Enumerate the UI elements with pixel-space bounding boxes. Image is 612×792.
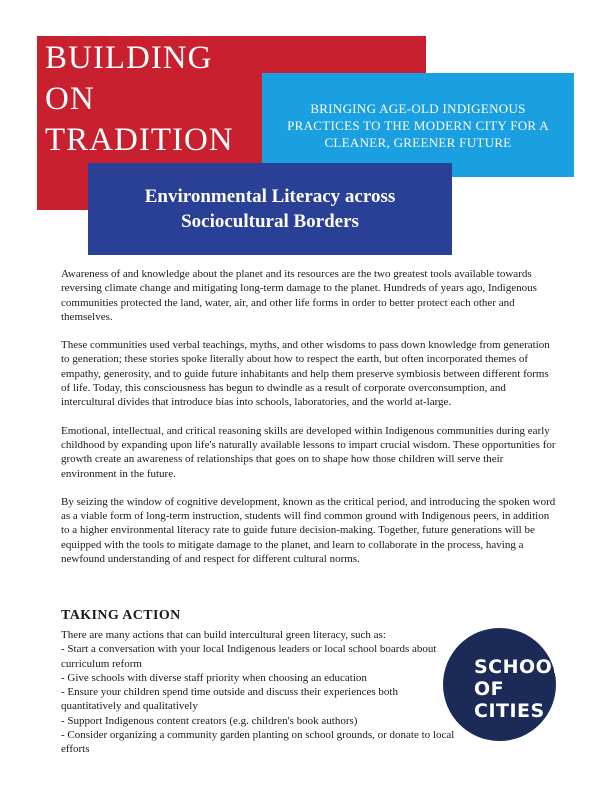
action-item: - Support Indigenous content creators (e.g. children's book authors) [61,714,358,727]
title-line-3: TRADITION [45,122,234,158]
subtitle: BRINGING AGE-OLD INDIGENOUS PRACTICES TO THE MODERN CITY FOR A CLEANER, GREENER FUTURE [287,100,549,150]
logo-line-2: OF [474,678,505,700]
section-heading: Environmental Literacy across Sociocultural Borders [144,186,396,232]
logo-line-1: SCHOOL [474,656,565,678]
action-item: - Ensure your children spend time outside and discuss their experiences both quantitatively and qualitatively [61,686,398,713]
action-item: - Give schools with diverse staff priority when choosing an education [61,671,367,684]
action-item: - Start a conversation with your local Indigenous leaders or local school boards about curriculum reform [61,643,437,670]
logo-line-3: CITIES [474,700,545,722]
action-intro: There are many actions that can build intercultural green literacy, such as: [61,629,386,641]
main-title [45,38,234,161]
logo-text [474,656,565,722]
taking-action-heading: TAKING ACTION [61,608,181,623]
paragraph-2: These communities used verbal teachings, myths, and other wisdoms to pass down knowledge from generation to generation; these stories spoke literally about how to respect the earth, but often incorporated themes of empathy, generosity, and to guide future inhabitants and help them preserve symbiosis between different forms of life. Today, this consciousness has begun to dwindle as a result of corporate overconsumption, and intercultural divides that introduce bias into schools, laboratories, and the world at-large. [61,339,550,409]
paragraph-1: Awareness of and knowledge about the planet and its resources are the two greatest tools available towards reversing climate change and mitigating long-term damage to the planet. Hundreds of years ago, Indigenous communities protected the land, water, air, and other life forms in order to better protect each other and themselves. [61,268,537,323]
title-line-2: ON [45,81,95,117]
action-list [61,628,456,757]
action-item: - Consider organizing a community garden planting on school grounds, or donate to local efforts [61,729,455,756]
section-heading-block [88,163,452,255]
body-text [61,267,558,580]
paragraph-3: Emotional, intellectual, and critical reasoning skills are developed within Indigenous communities during early childhood by expanding upon life's naturally available lessons to impart crucial wisdom. These opportunities for growth create an awareness of relationships that goes on to shape how those children will serve their environment in the future. [61,424,556,480]
paragraph-4: By seizing the window of cognitive development, known as the critical period, and introducing the spoken word as a viable form of long-term instruction, students will find common ground with Indigenous peers, in addition to a higher environmental literacy rate to guide future decision-making. Together, future generations will be equipped with the tools to mitigate damage to the planet, and learn to collaborate in the process, having a newfound understanding of and respect for different cultural norms. [61,495,556,566]
action-items [61,642,456,756]
title-line-1: BUILDING [45,40,213,76]
subtitle-cyan-block [262,73,574,177]
